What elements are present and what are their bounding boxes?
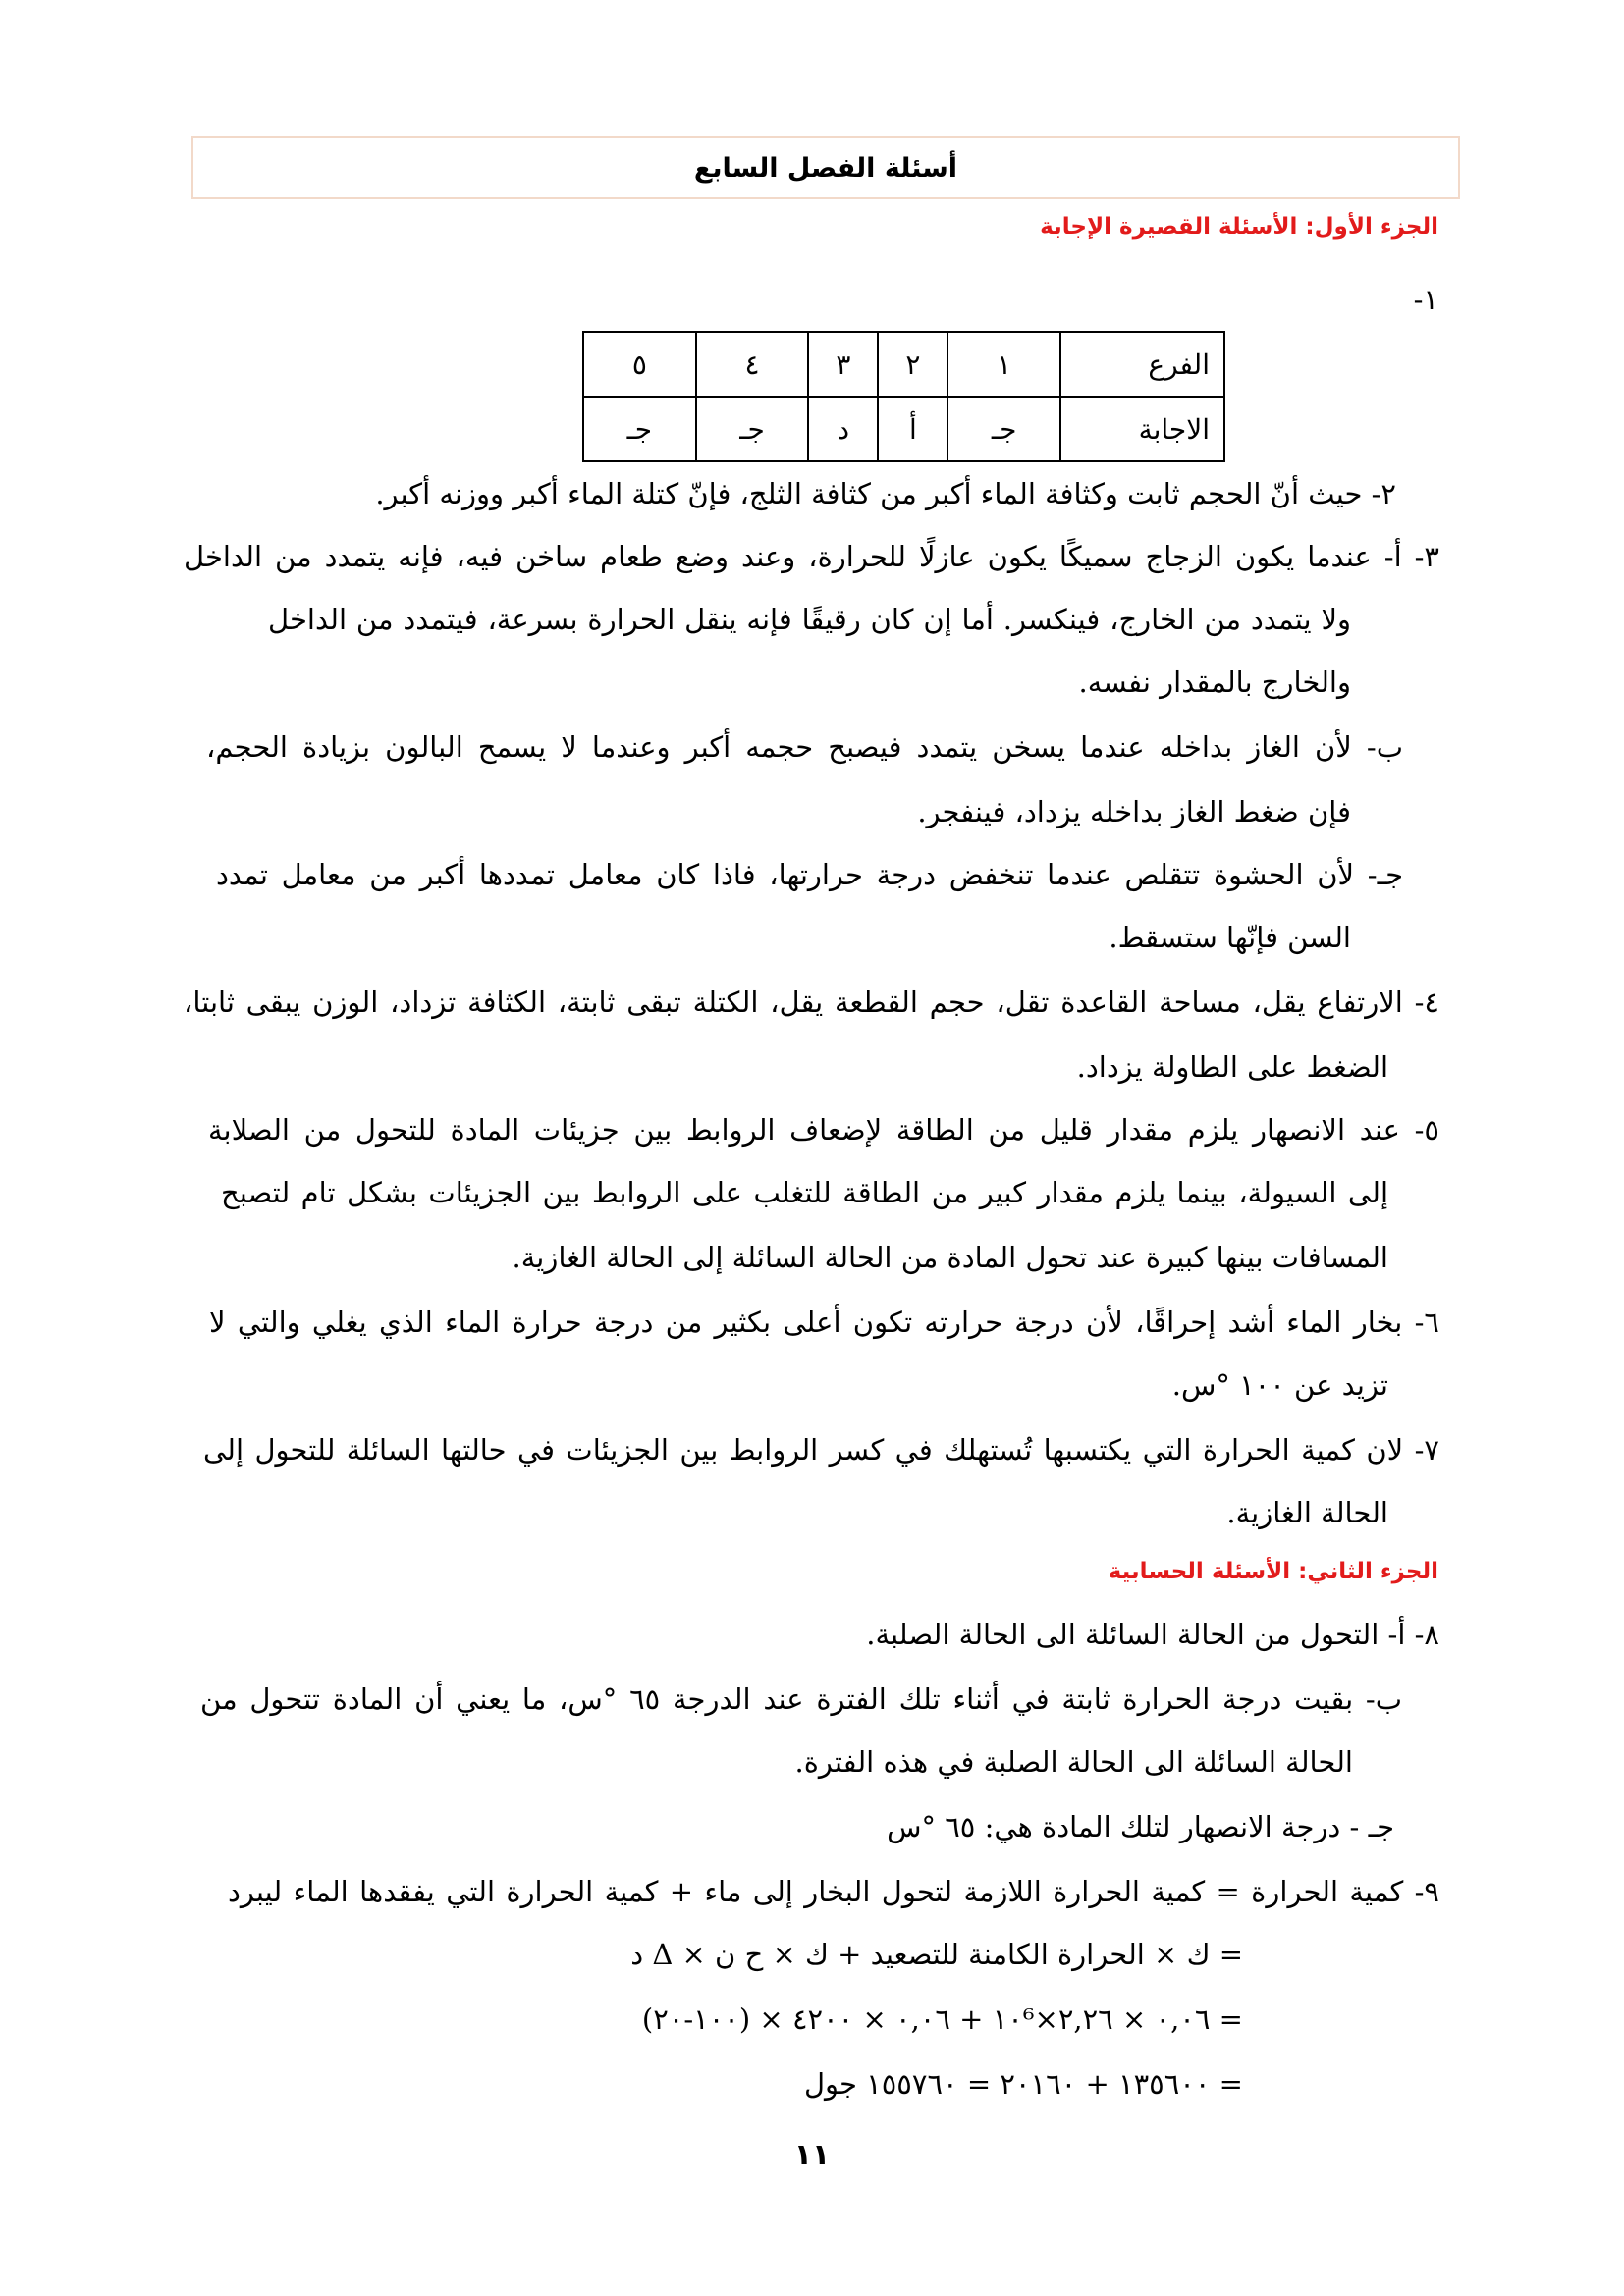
table-row-answers: [583, 397, 1224, 461]
table-cell: ٣: [808, 332, 878, 397]
answer-9-line-1: ٩- كمية الحرارة = كمية الحرارة اللازمة لتحول البخار إلى ماء + كمية الحرارة التي يفقدها الماء ليبرد: [228, 1875, 1439, 1908]
answer-8b-line-2: الحالة السائلة الى الحالة الصلبة في هذه الفترة.: [794, 1745, 1353, 1779]
answer-9-line-3: = ٠,٠٦ × ٢,٢٦×١٠⁶ + ٠,٠٦ × ٤٢٠٠ × (١٠٠-٢٠): [641, 2002, 1243, 2036]
table-cell: ٥: [583, 332, 696, 397]
answer-3a-line-3: والخارج بالمقدار نفسه.: [1078, 666, 1351, 699]
answer-3b-line-2: فإن ضغط الغاز بداخله يزداد، فينفجر.: [917, 795, 1351, 828]
answer-9-line-2: = ك × الحرارة الكامنة للتصعيد + ك × ح ن × Δ د: [630, 1938, 1243, 1971]
page-title: أسئلة الفصل السابع: [693, 152, 958, 184]
answer-4-line-2: الضغط على الطاولة يزداد.: [1076, 1050, 1388, 1084]
answer-7-line-1: ٧- لان كمية الحرارة التي يكتسبها تُستهلك في كسر الروابط بين الجزيئات في حالتها السائلة للتحول إلى: [203, 1433, 1439, 1467]
answer-8a-line: ٨- أ- التحول من الحالة السائلة الى الحالة الصلبة.: [866, 1618, 1439, 1651]
answers-table: [582, 331, 1225, 462]
answer-5-line-1: ٥- عند الانصهار يلزم مقدار قليل من الطاقة لإضعاف الروابط بين جزيئات المادة للتحول من الصلابة: [208, 1113, 1439, 1147]
answer-3c-line-1: جـ- لأن الحشوة تتقلص عندما تنخفض درجة حرارتها، فاذا كان معامل تمددها أكبر من معامل تمدد: [216, 858, 1403, 891]
table-cell: ٢: [878, 332, 947, 397]
answer-6-line-1: ٦- بخار الماء أشد إحراقًا، لأن درجة حرارته تكون أعلى بكثير من درجة حرارة الماء الذي يغلي والتي لا: [209, 1306, 1439, 1339]
answer-8b-line-1: ب- بقيت درجة الحرارة ثابتة في أثناء تلك الفترة عند الدرجة ٦٥ °س، ما يعني أن المادة تتحول من: [200, 1682, 1402, 1716]
answer-8c-line: جـ - درجة الانصهار لتلك المادة هي: ٦٥ °س: [887, 1810, 1394, 1843]
part1-heading: الجزء الأول: الأسئلة القصيرة الإجابة: [1040, 214, 1438, 240]
page-number: ١١: [793, 2138, 831, 2172]
table-cell: ٤: [696, 332, 809, 397]
answer-5-line-3: المسافات بينها كبيرة عند تحول المادة من الحالة السائلة إلى الحالة الغازية.: [512, 1241, 1388, 1274]
answer-6-line-2: تزيد عن ١٠٠ °س.: [1171, 1368, 1388, 1402]
table-cell: الاجابة: [1060, 397, 1224, 461]
answer-3b-line-1: ب- لأن الغاز بداخله عندما يسخن يتمدد فيصبح حجمه أكبر وعندما لا يسمح البالون بزيادة الحجم،: [206, 730, 1403, 764]
table-row-branches: [583, 332, 1224, 397]
answer-3c-line-2: السن فإنّها ستسقط.: [1109, 921, 1351, 954]
answer-9-line-4: = ١٣٥٦٠٠ + ٢٠١٦٠ = ١٥٥٧٦٠ جول: [803, 2067, 1243, 2101]
answer-5-line-2: إلى السيولة، بينما يلزم مقدار كبير من الطاقة للتغلب على الروابط بين الجزيئات بشكل تام لتصبح: [221, 1176, 1388, 1209]
table-cell: د: [808, 397, 878, 461]
answer-3a-line-2: ولا يتمدد من الخارج، فينكسر. أما إن كان رقيقًا فإنه ينقل الحرارة بسرعة، فيتمدد من الداخل: [268, 603, 1351, 636]
answer-3a-line-1: ٣- أ- عندما يكون الزجاج سميكًا يكون عازلًا للحرارة، وعند وضع طعام ساخن فيه، فإنه يتمدد من الداخل: [184, 540, 1439, 573]
table-cell: أ: [878, 397, 947, 461]
table-cell: جـ: [583, 397, 696, 461]
answer-7-line-2: الحالة الغازية.: [1226, 1496, 1388, 1529]
answer-2-line: ٢- حيث أنّ الحجم ثابت وكثافة الماء أكبر من كثافة الثلج، فإنّ كتلة الماء أكبر ووزنه أكبر.: [375, 477, 1396, 510]
question-1-label: ١-: [1413, 283, 1438, 316]
table-cell: الفرع: [1060, 332, 1224, 397]
table-cell: ١: [947, 332, 1060, 397]
table-cell: جـ: [947, 397, 1060, 461]
title-box: [191, 136, 1460, 199]
answer-4-line-1: ٤- الارتفاع يقل، مساحة القاعدة تقل، حجم القطعة يقل، الكتلة تبقى ثابتة، الكثافة تزداد، الوزن يبقى ثابتا،: [184, 986, 1439, 1019]
part2-heading: الجزء الثاني: الأسئلة الحسابية: [1108, 1559, 1438, 1584]
table-cell: جـ: [696, 397, 809, 461]
